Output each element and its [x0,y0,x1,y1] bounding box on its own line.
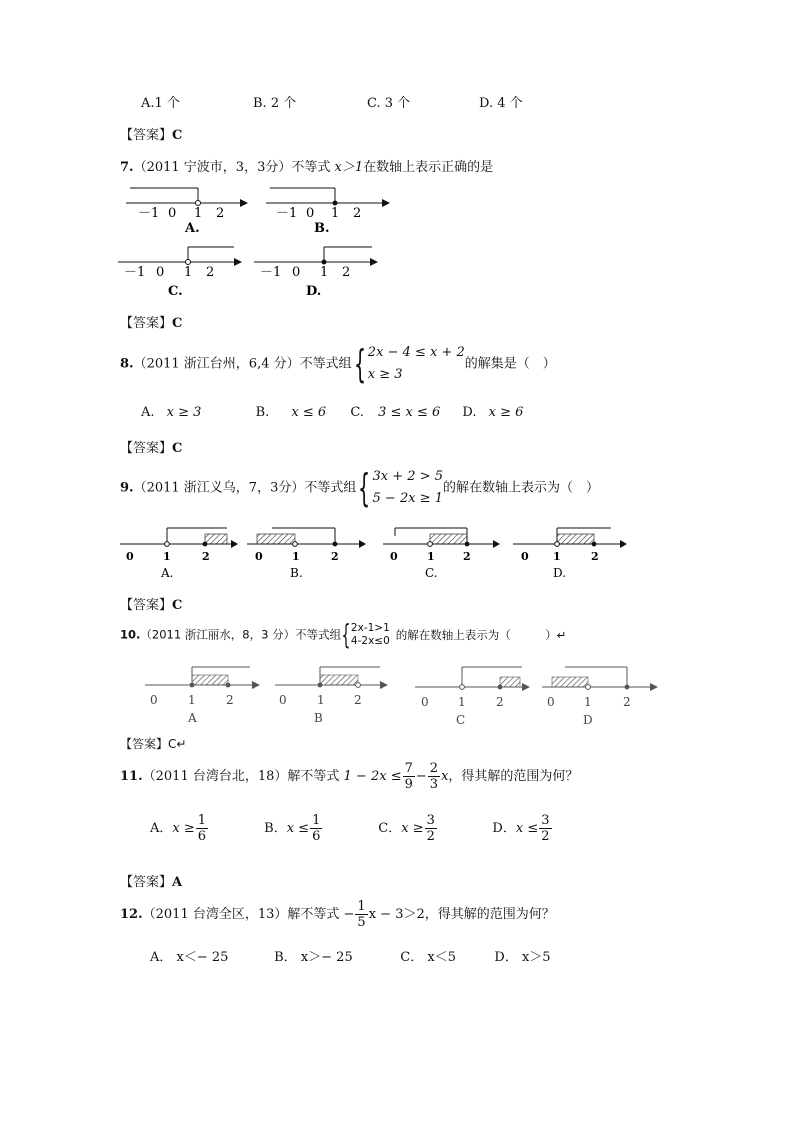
option-label: C. [168,284,183,299]
option-c: C. 3 个 [367,96,411,111]
option-label: A. [141,405,155,420]
tick-label: 2 [226,693,234,707]
brace: { [341,618,351,651]
q7-line-a [126,188,248,236]
tick-label: －1 [260,265,282,280]
option-label: D. [306,284,322,299]
q7-line-c [118,247,242,299]
question-9 [120,466,599,510]
q7-line-b [266,188,390,236]
option-label: C. [350,405,364,420]
tick-label: 2 [463,550,471,563]
question-number: 8. [120,356,134,372]
question-number: 11. [120,769,143,784]
answer-label: 【答案】 [120,441,173,456]
q8-options [141,405,523,420]
answer-q6 [120,124,182,143]
question-12 [120,900,555,929]
tick-label: 1 [427,550,435,563]
system-line: 4-2x≤0 [350,635,390,647]
q10-line-b [275,667,388,725]
tick-label: 2 [496,695,504,709]
question-text: 的解在数轴上表示为（ ） [443,480,600,496]
option-label: C [456,713,466,727]
expr-part: x [441,769,449,784]
tick-label: 2 [353,206,362,221]
inequality-system [368,342,465,386]
q9-line-c [383,528,500,580]
answer-value: A [172,875,183,890]
option-b: B． x＞− 25 [274,950,353,965]
inequality-system [373,466,443,510]
answer-q11 [120,871,182,890]
option-a: A．x ≥ $\frac{1}{6}$ [150,813,207,844]
fraction: $\frac{2}{3}$ [429,761,439,792]
inequality-system [351,622,390,648]
option-label: B. [314,221,330,236]
tick-label: 2 [591,550,599,563]
answer-q7 [120,312,182,331]
q11-options [150,814,602,843]
question-number: 7. [120,160,134,175]
q7-number-lines [110,180,400,305]
system-line: 5 − 2x ≥ 1 [372,491,443,506]
option-value: x ≥ 3 [166,405,202,420]
option-c: C．x ≥ $\frac{3}{2}$ [378,813,435,844]
tick-label: 0 [168,206,177,221]
answer-q10: 【答案】C↵ [120,737,187,751]
tick-label: 2 [342,265,351,280]
question-10 [120,618,567,651]
tick-label: 2 [216,206,225,221]
question-text: 在数轴上表示正确的是 [363,160,494,175]
tick-label: 0 [292,265,301,280]
q9-number-lines [115,520,635,585]
q10-line-d [542,667,658,727]
question-source: （2011 宁波市，3，3分）不等式 [133,160,331,175]
q12-options [150,946,574,965]
tick-label: －1 [124,265,146,280]
option-label: D. [553,566,567,580]
tick-label: 1 [331,206,340,221]
answer-value: C [172,316,183,331]
question-source: （2011 浙江丽水，8，3 分）不等式组 [140,627,342,642]
q9-line-a [120,528,238,580]
tick-label: 0 [421,695,429,709]
question-11 [120,762,578,791]
answer-label: 【答案】 [120,316,173,331]
tick-label: 0 [156,265,165,280]
tick-label: 2 [202,550,210,563]
question-number: 12. [120,907,143,922]
minus-sign: − [415,769,427,784]
tick-label: 2 [206,265,215,280]
option-b: B. 2 个 [253,96,297,111]
option-d: D．x ≤ $\frac{3}{2}$ [492,813,550,844]
expr-part: 1 − 2x ≤ [343,769,402,784]
question-number: 9. [120,480,134,496]
q10-line-c [415,667,530,727]
answer-q9 [120,594,182,613]
option-label: B. [290,566,303,580]
system-line: x ≥ 3 [367,367,403,382]
option-label: A. [185,221,200,236]
tick-label: －1 [138,206,160,221]
tick-label: 1 [188,693,196,707]
option-label: B. [255,405,270,420]
q9-line-d [513,528,627,580]
inequality: x＞1 [334,160,364,175]
answer-q8 [120,437,182,456]
question-text: x − 3＞2，得其解的范围为何？ [368,907,555,922]
tick-label: 0 [547,695,555,709]
tick-label: 1 [317,693,325,707]
answer-label: 【答案】 [120,875,173,890]
option-label: D. [462,405,477,420]
answer-label: 【答案】 [120,128,173,143]
q10-line-a [145,667,260,725]
option-label: A [188,711,197,725]
tick-label: 1 [553,550,561,563]
tick-label: 1 [320,265,329,280]
tick-label: 0 [150,693,158,707]
option-value: 3 ≤ x ≤ 6 [378,405,441,420]
system-line: 2x − 4 ≤ x + 2 [367,345,465,360]
tick-label: 0 [255,550,263,563]
tick-label: 0 [390,550,398,563]
tick-label: 2 [354,693,362,707]
option-label: C. [425,566,438,580]
question-text: ，得其解的范围为何？ [448,769,579,784]
answer-value: C [172,598,183,613]
question-number: 10. [120,627,141,642]
question-text: 的解集是（ ） [464,356,556,372]
tick-label: 2 [331,550,339,563]
tick-label: 1 [184,265,193,280]
tick-label: 1 [584,695,592,709]
tick-label: 2 [623,695,631,709]
option-label: A. [161,566,174,580]
tick-label: －1 [276,206,298,221]
answer-value: C [172,441,183,456]
fraction: $\frac{7}{9}$ [404,761,413,792]
system-line: 3x + 2 > 5 [372,469,443,484]
option-label: B [314,711,323,725]
question-source: （2011 台湾台北，18）解不等式 [142,769,340,784]
tick-label: 0 [126,550,134,563]
question-source: （2011 浙江台州，6,4 分）不等式组 [133,356,352,372]
answer-value: C [172,128,183,143]
question-text: 的解在数轴上表示为（ ）↵ [395,627,567,642]
option-d: D． x＞5 [494,950,551,965]
q10-number-lines [140,660,685,730]
question-8 [120,342,556,386]
fraction: $\frac{1}{5}$ [357,899,366,930]
option-b: B．x ≤ $\frac{1}{6}$ [264,813,321,844]
tick-label: 0 [306,206,315,221]
brace: { [358,466,371,510]
option-c: C． x＜5 [400,950,456,965]
q7-line-d [254,247,378,299]
question-source: （2011 浙江义乌，7，3分）不等式组 [133,480,357,496]
tick-label: 0 [279,693,287,707]
option-value: x ≥ 6 [488,405,524,420]
question-source: （2011 台湾全区，13）解不等式 − [142,907,355,922]
tick-label: 1 [163,550,171,563]
tick-label: 1 [292,550,300,563]
brace: { [353,342,366,386]
answer-label: 【答案】 [120,598,173,613]
q9-line-b [247,528,366,580]
question-7 [120,156,493,175]
option-a: A． x＜− 25 [150,950,229,965]
option-label: D [583,713,593,727]
tick-label: 1 [458,695,466,709]
system-line: 2x-1>1 [350,622,390,634]
tick-label: 1 [194,206,203,221]
option-d: D. 4 个 [479,96,523,111]
option-value: x ≤ 6 [291,405,327,420]
tick-label: 0 [521,550,529,563]
option-a: A.1 个 [141,96,180,111]
